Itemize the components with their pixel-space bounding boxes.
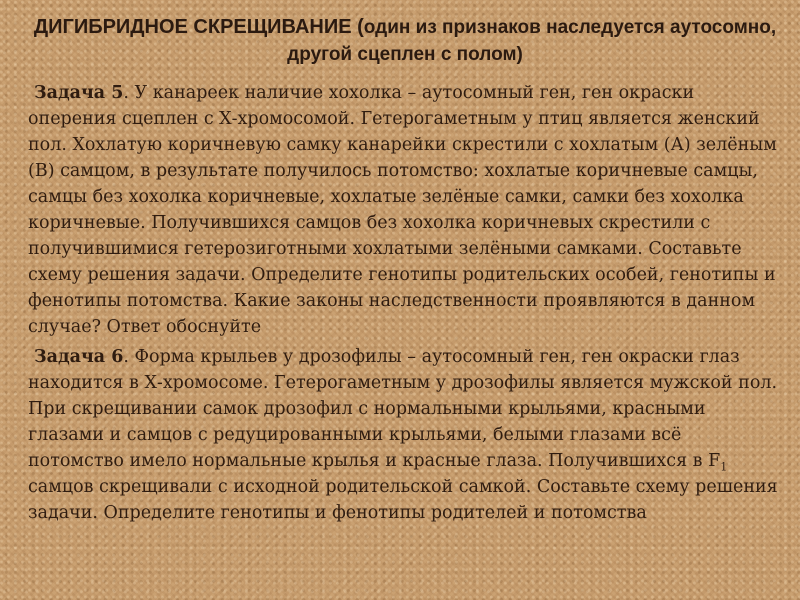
task-6-label: Задача 6 <box>34 347 124 367</box>
f1-subscript: 1 <box>720 460 728 474</box>
task-6-paragraph <box>28 344 780 526</box>
task-6-text-part2: самцов скрещивали с исходной родительской самкой. Составьте схему решения задачи. Определите генотипы и фенотипы родителей и потомства <box>28 477 778 523</box>
task-5-label: Задача 5 <box>34 83 124 103</box>
task-5-paragraph <box>28 80 780 340</box>
slide-title <box>30 14 780 68</box>
slide-body <box>28 80 780 526</box>
title-main: ДИГИБРИДНОЕ СКРЕЩИВАНИЕ ( <box>33 16 364 38</box>
title-rest: один из признаков наследуется аутосомно, другой сцеплен с полом) <box>287 17 777 65</box>
task-6-text-part1: . Форма крыльев у дрозофилы – аутосомный ген, ген окраски глаз находится в Х-хромосоме. Гетерогаметным у дрозофилы является мужской пол. При скрещивании самок дрозофил с нормальными крыльями, красными глазами и самцов с редуцированными крыльями, белыми глазами всё потомство имело нормальные крылья и красные глаза. Получившихся в F <box>28 347 778 471</box>
task-5-text: . У канареек наличие хохолка – аутосомный ген, ген окраски оперения сцеплен с Х-хромосомой. Гетерогаметным у птиц является женский пол. Хохлатую коричневую самку канарейки скрестили с хохлатым (А) зелёным (В) самцом, в результате получилось потомство: хохлатые коричневые самцы, самцы без хохолка коричневые, хохлатые зелёные самки, самки без хохолка коричневые. Получившихся самцов без хохолка коричневых скрестили с получившимися гетерозиготными хохлатыми зелёными самками. Составьте схему решения задачи. Определите генотипы родительских особей, генотипы и фенотипы потомства. Какие законы наследственности проявляются в данном случае? Ответ обоснуйте <box>28 83 777 337</box>
